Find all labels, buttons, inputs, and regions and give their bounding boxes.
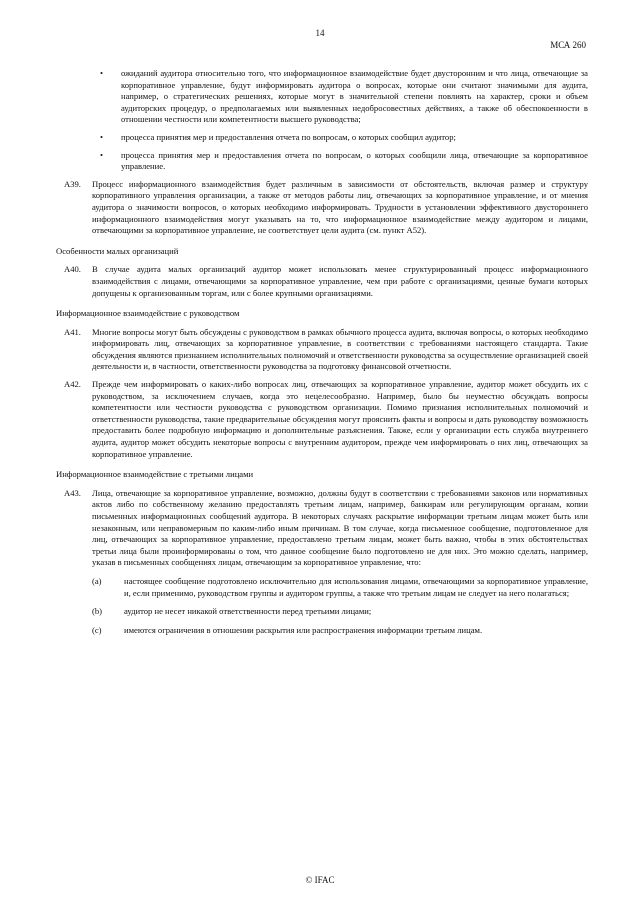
paragraph-number: A39. bbox=[64, 178, 81, 189]
bullet-text: процесса принятия мер и предоставления отчета по вопросам, о которых сообщил аудитор; bbox=[121, 131, 456, 142]
bullet-item bbox=[56, 132, 588, 144]
paragraph-text: Процесс информационного взаимодействия будет различным в зависимости от обстоятельств, включая размер и структуру корпоративного управления организации, а также от методов работы лиц, отвечающих за корпоративное управление, и от мнения аудитора о значимости вопросов, о которых необходимо информировать. Трудности в установлении эффективного двустороннего информационного взаимодействия могут указывать на то, что информационное взаимодействие между аудитором и лицами, отвечающими за корпоративное управление, не соответствует цели аудита (см. пункт A52). bbox=[92, 178, 588, 236]
section-heading: Особенности малых организаций bbox=[56, 245, 179, 256]
document-body bbox=[56, 68, 588, 642]
sub-item-label: (c) bbox=[92, 624, 102, 635]
sub-item-label: (b) bbox=[92, 606, 103, 617]
standard-code: МСА 260 bbox=[550, 40, 586, 50]
section-heading: Информационное взаимодействие с третьими лицами bbox=[56, 469, 254, 480]
paragraph-a42 bbox=[56, 379, 588, 460]
sub-item bbox=[92, 606, 588, 618]
sub-item bbox=[92, 576, 588, 599]
footer-copyright: © IFAC bbox=[305, 875, 335, 885]
bullet-dot-icon: • bbox=[100, 68, 104, 78]
paragraph-a43 bbox=[56, 488, 588, 569]
section-heading: Информационное взаимодействие с руководством bbox=[56, 308, 240, 319]
paragraph-text: Лица, отвечающие за корпоративное управление, возможно, должны будут в соответствии с требованиями законов или нормативных актов либо по собственному желанию предоставлять третьим лицам, например, банкирам или регулирующим органам, копии письменных информационных сообщений аудитора. В некоторых случаях раскрытие информации третьим лицам может быть или незаконным, или неправомерным по каким-либо иным причинам. В том случае, когда письменное сообщение, подготовленное для лиц, отвечающих за корпоративное управление, предоставлено третьим лицам, может быть важно, чтобы в этих обстоятельствах третьи лица были проинформированы о том, что данное сообщение было подготовлено не для них. Это можно сделать, например, указав в письменных сообщениях лицам, отвечающим за корпоративное управление, что: bbox=[92, 487, 588, 568]
paragraph-text: Многие вопросы могут быть обсуждены с руководством в рамках обычного процесса аудита, включая вопросы, о которых необходимо информировать лиц, отвечающих за корпоративное управление, в соответствии с требованиями настоящего стандарта. Такие обсуждения являются признанием исполнительных полномочий и ответственности руководства за осуществление организацией своей деятельности и, в частности, ответственности руководства за подготовку финансовой отчетности. bbox=[92, 326, 588, 372]
paragraph-text: В случае аудита малых организаций аудитор может использовать менее структурированный процесс информационного взаимодействия с лицами, отвечающими за корпоративное управление, чем при работе с организациями, ценные бумаги которых допущены к организованным торгам, или с более крупными организациями. bbox=[92, 264, 588, 298]
bullet-item bbox=[56, 150, 588, 173]
paragraph-number: A43. bbox=[64, 487, 81, 498]
bullet-dot-icon: • bbox=[100, 131, 104, 142]
sub-item-text: аудитор не несет никакой ответственности перед третьими лицами; bbox=[124, 606, 372, 617]
paragraph-text: Прежде чем информировать о каких-либо вопросах лиц, отвечающих за корпоративное управление, аудитор может обсудить их с руководством, за исключением случаев, когда это нецелесообразно. Например, было бы неуместно обсуждать вопросы компетентности или честности руководства с руководством организации. Помимо признания исполнительных полномочий и ответственности руководства, такие предварительные обсуждения могут прояснить факты и вопросы и дать руководству возможность предоставить более подробную информацию и дополнительные разъяснения. Также, если у организации есть служба внутреннего аудита, аудитор может обсудить некоторые вопросы с внутренним аудитором, прежде чем информировать о них лиц, отвечающих за корпоративное управление. bbox=[92, 379, 588, 459]
bullet-text: ожиданий аудитора относительно того, что информационное взаимодействие будет двусторонним и что лица, отвечающие за корпоративное управление, будут информировать аудитора о вопросах, которые они считают значимыми для аудита, например, о стратегических решениях, которые могут в значительной степени повлиять на характер, сроки и объем аудиторских процедур, о предполагаемых или выявленных недобросовестных действиях, а также об обеспокоенности в отношении честности или компетентности высшего руководства; bbox=[121, 68, 588, 125]
paragraph-a39 bbox=[56, 179, 588, 237]
sub-item-text: имеются ограничения в отношении раскрытия или распространения информации третьим лицам. bbox=[124, 624, 483, 635]
sub-item-text: настоящее сообщение подготовлено исключительно для использования лицами, отвечающими за корпоративное управление, и, если применимо, руководством группы и аудитором группы, а также что третьим лицам не следует на него полагаться; bbox=[124, 575, 588, 598]
page-number: 14 bbox=[315, 28, 325, 38]
paragraph-a41 bbox=[56, 327, 588, 373]
bullet-item bbox=[56, 68, 588, 126]
sub-item bbox=[92, 625, 588, 637]
paragraph-a40 bbox=[56, 264, 588, 299]
paragraph-number: A42. bbox=[64, 379, 81, 390]
sub-item-label: (a) bbox=[92, 575, 102, 586]
bullet-dot-icon: • bbox=[100, 149, 104, 160]
bullet-text: процесса принятия мер и предоставления отчета по вопросам, о которых сообщили лица, отвечающие за корпоративное управление. bbox=[121, 149, 588, 172]
paragraph-number: A41. bbox=[64, 326, 81, 337]
paragraph-number: A40. bbox=[64, 264, 81, 275]
